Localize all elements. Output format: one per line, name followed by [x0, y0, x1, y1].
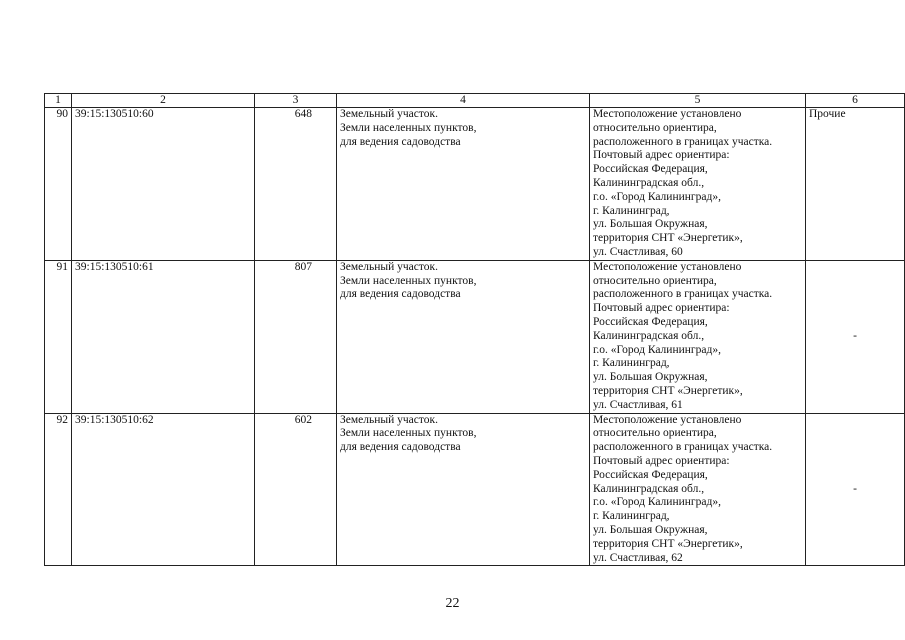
note-cell: -: [806, 413, 905, 566]
location-line: расположенного в границах участка.: [593, 441, 773, 454]
location-line: территория СНТ «Энергетик»,: [593, 384, 743, 397]
area-cell: 602: [255, 413, 337, 566]
table-header-row: [45, 94, 905, 108]
description-cell: [337, 108, 590, 261]
note-cell: -: [806, 260, 905, 413]
header-cell-3: 3: [255, 94, 337, 108]
table-row: [45, 260, 905, 413]
description-line: Земли населенных пунктов,: [340, 427, 477, 440]
location-line: расположенного в границах участка.: [593, 135, 773, 148]
description-line: Земельный участок.: [340, 413, 438, 426]
header-cell-5: 5: [590, 94, 806, 108]
location-line: г.о. «Город Калининград»,: [593, 190, 721, 203]
location-line: г. Калининград,: [593, 510, 670, 523]
location-line: Калининградская обл.,: [593, 176, 705, 189]
table-row: [45, 413, 905, 566]
location-line: Почтовый адрес ориентира:: [593, 302, 730, 315]
location-line: Почтовый адрес ориентира:: [593, 454, 730, 467]
description-line: Земли населенных пунктов,: [340, 121, 477, 134]
location-line: Местоположение установлено: [593, 260, 742, 273]
area-cell: 807: [255, 260, 337, 413]
location-line: Калининградская обл.,: [593, 482, 705, 495]
location-line: относительно ориентира,: [593, 427, 717, 440]
location-cell: [590, 108, 806, 261]
location-line: ул. Счастливая, 60: [593, 245, 683, 258]
description-cell: [337, 413, 590, 566]
location-line: ул. Счастливая, 62: [593, 551, 683, 564]
description-line: Земельный участок.: [340, 108, 438, 120]
header-cell-2: 2: [72, 94, 255, 108]
location-line: г.о. «Город Калининград»,: [593, 496, 721, 509]
location-line: Российская Федерация,: [593, 468, 708, 481]
header-cell-6: 6: [806, 94, 905, 108]
header-cell-4: 4: [337, 94, 590, 108]
location-line: г. Калининград,: [593, 357, 670, 370]
location-line: относительно ориентира,: [593, 121, 717, 134]
location-line: территория СНТ «Энергетик»,: [593, 232, 743, 245]
cadastral-number-cell: 39:15:130510:61: [72, 260, 255, 413]
location-line: ул. Счастливая, 61: [593, 398, 683, 411]
description-line: Земельный участок.: [340, 260, 438, 273]
location-line: Российская Федерация,: [593, 315, 708, 328]
location-line: относительно ориентира,: [593, 274, 717, 287]
cadastral-number-cell: 39:15:130510:60: [72, 108, 255, 261]
table-row: [45, 108, 905, 261]
location-line: ул. Большая Окружная,: [593, 218, 708, 231]
location-line: Российская Федерация,: [593, 163, 708, 176]
description-cell: [337, 260, 590, 413]
header-cell-1: 1: [45, 94, 72, 108]
description-line: для ведения садоводства: [340, 441, 461, 454]
location-line: г.о. «Город Калининград»,: [593, 343, 721, 356]
location-line: расположенного в границах участка.: [593, 288, 773, 301]
description-line: Земли населенных пунктов,: [340, 274, 477, 287]
table-body: [45, 94, 905, 566]
row-number-cell: 90: [45, 108, 72, 261]
description-line: для ведения садоводства: [340, 135, 461, 148]
page-number: 22: [445, 596, 460, 611]
location-line: территория СНТ «Энергетик»,: [593, 537, 743, 550]
description-line: для ведения садоводства: [340, 288, 461, 301]
location-line: Почтовый адрес ориентира:: [593, 149, 730, 162]
location-cell: [590, 260, 806, 413]
location-line: Местоположение установлено: [593, 413, 742, 426]
location-cell: [590, 413, 806, 566]
row-number-cell: 91: [45, 260, 72, 413]
location-line: Калининградская обл.,: [593, 329, 705, 342]
area-cell: 648: [255, 108, 337, 261]
row-number-cell: 92: [45, 413, 72, 566]
location-line: ул. Большая Окружная,: [593, 523, 708, 536]
land-plots-table: [44, 93, 905, 566]
location-line: ул. Большая Окружная,: [593, 371, 708, 384]
location-line: г. Калининград,: [593, 204, 670, 217]
location-line: Местоположение установлено: [593, 108, 742, 120]
note-cell: Прочие: [806, 108, 905, 261]
cadastral-number-cell: 39:15:130510:62: [72, 413, 255, 566]
